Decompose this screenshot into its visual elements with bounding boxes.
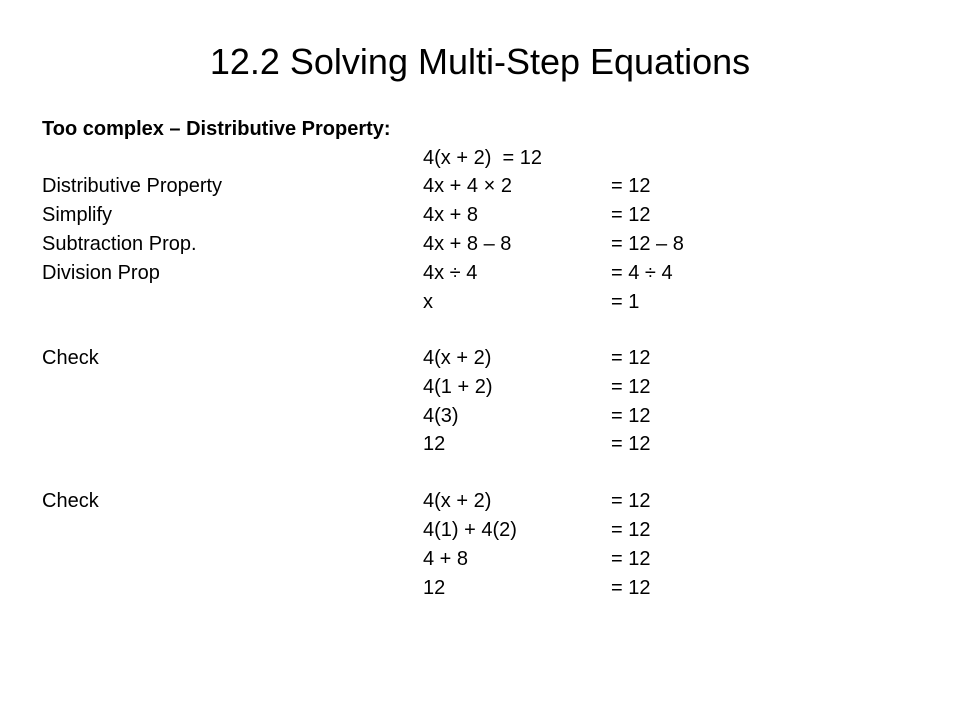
step-label: Check [42,490,99,512]
equation-row [0,516,960,545]
equation-row [0,172,960,201]
left-expression: 4(3) [423,405,459,427]
left-expression: 4(x + 2) [423,490,492,512]
left-expression: 4x + 8 [423,204,479,226]
step-label: Division Prop [42,262,160,284]
equation-row [0,288,960,317]
right-expression: = 12 [611,405,651,427]
equation-row [0,259,960,288]
equation-row [0,545,960,574]
initial-equation: 4(x + 2) = 12 [423,147,542,169]
right-expression: = 12 [611,548,651,570]
equation-row [0,487,960,516]
step-label: Distributive Property [42,175,223,197]
left-expression: 4x + 8 – 8 [423,233,512,255]
left-expression: x [423,291,433,313]
right-expression: = 12 [611,490,651,512]
right-expression: = 12 [611,376,651,398]
left-expression: 4(1) + 4(2) [423,519,517,541]
left-expression: 12 [423,577,446,599]
right-expression: = 1 [611,291,640,313]
right-expression: = 4 ÷ 4 [611,262,673,284]
equation-row [0,230,960,259]
right-expression: = 12 [611,204,651,226]
equation-row [0,344,960,373]
right-expression: = 12 [611,175,651,197]
equation-row [0,574,960,603]
right-expression: = 12 [611,577,651,599]
left-expression: 4 + 8 [423,548,469,570]
step-label: Simplify [42,204,113,226]
left-expression: 4x + 4 × 2 [423,175,512,197]
left-expression: 4(x + 2) [423,347,492,369]
equation-row [0,373,960,402]
step-label: Subtraction Prop. [42,233,197,255]
equation-row [0,201,960,230]
right-expression: = 12 [611,347,651,369]
slide-title: 12.2 Solving Multi-Step Equations [209,41,751,82]
left-expression: 4x ÷ 4 [423,262,478,284]
equation-row [0,402,960,431]
right-expression: = 12 [611,433,651,455]
right-expression: = 12 – 8 [611,233,684,255]
left-expression: 4(1 + 2) [423,376,493,398]
right-expression: = 12 [611,519,651,541]
step-label: Check [42,347,99,369]
equation-row [0,430,960,459]
left-expression: 12 [423,433,446,455]
section-subtitle: Too complex – Distributive Property: [42,118,391,140]
